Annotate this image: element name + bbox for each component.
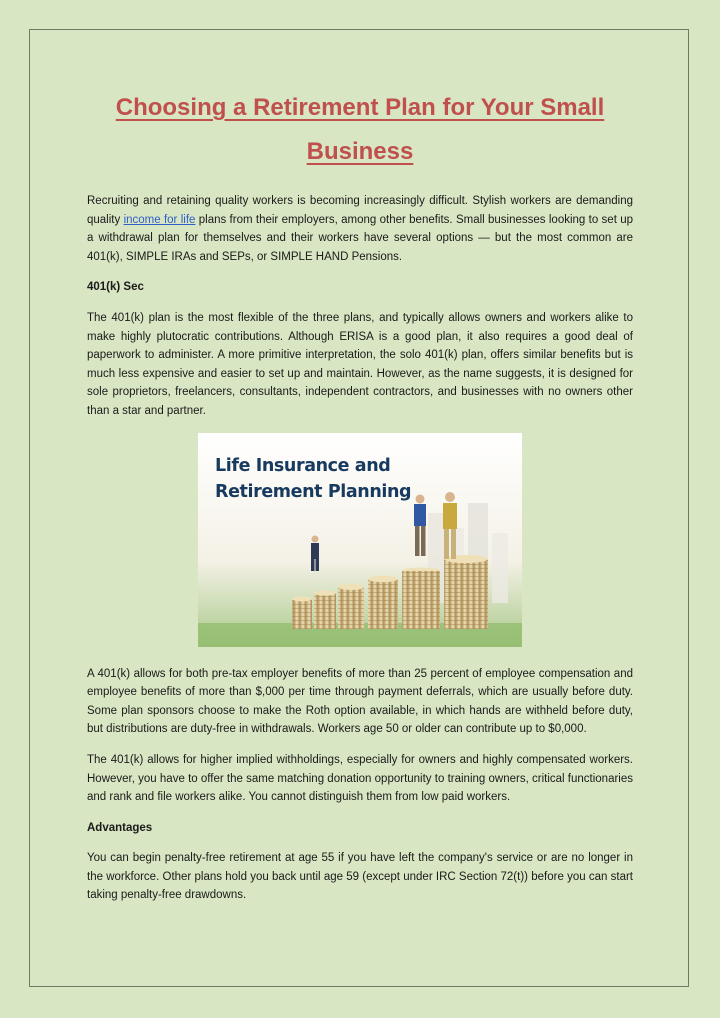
section-heading-advantages: Advantages bbox=[87, 821, 153, 834]
intro-text-after: plans from their employers, among other benefits. Small businesses looking to set up a withdrawal plan for themselves and their workers have several options — but the most common are 401(k), SIMPLE IRAs and SEPs, or SIMPLE HAND Pensions. bbox=[87, 213, 634, 263]
section-heading-401k: 401(k) Sec bbox=[87, 281, 144, 294]
image-caption-line1: Life Insurance and bbox=[215, 455, 391, 476]
document-body bbox=[87, 86, 633, 917]
paragraph-401k-withholdings: The 401(k) allows for higher implied withholdings, especially for owners and highly compensated workers. However, you have to offer the same matching donation opportunity to training owners, critical functionaries and rank and file workers alike. You cannot distinguish them from low paid workers. bbox=[87, 753, 633, 804]
paragraph-401k-overview: The 401(k) plan is the most flexible of the three plans, and typically allows owners and workers alike to make highly plutocratic contributions. Although ERISA is a good plan, it also requires a good deal of paperwork to administer. A more primitive interpretation, the solo 401(k) plan, offers similar benefits but is much less expensive and easier to set up and maintain. However, as the name suggests, it is designed for sole proprietors, freelancers, consultants, independent contractors, and businesses with no owners other than a star and partner. bbox=[87, 311, 633, 417]
image-caption-line2: Retirement Planning bbox=[215, 481, 412, 502]
paragraph-advantages: You can begin penalty-free retirement at age 55 if you have left the company's service or are no longer in the workforce. Other plans hold you back until age 59 (except under IRC Section 72(t)) before you can start taking penalty-free drawdowns. bbox=[87, 852, 633, 902]
page-title: Choosing a Retirement Plan for Your Small Business bbox=[115, 94, 605, 165]
image-caption bbox=[215, 453, 411, 505]
intro-text-before: Recruiting and retaining quality workers is becoming increasingly difficult. Stylish workers are demanding quality bbox=[87, 195, 633, 226]
income-for-life-link[interactable]: income for life bbox=[123, 213, 196, 226]
paragraph-401k-contributions: A 401(k) allows for both pre-tax employer benefits of more than 25 percent of employee compensation and employee benefits of more than $,000 per time through payment deferrals, which are usually before duty. Some plan sponsors choose to make the Roth option available, in which hands are withheld before duty, but distributions are duty-free in withdrawals. Workers age 50 or older can contribute up to $0,000. bbox=[87, 667, 633, 736]
intro-paragraph bbox=[87, 192, 633, 266]
retirement-planning-image bbox=[198, 433, 522, 647]
